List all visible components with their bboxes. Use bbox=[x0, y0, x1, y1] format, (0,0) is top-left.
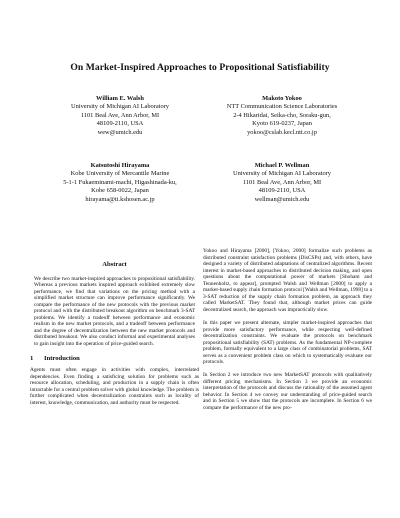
author-block bbox=[30, 162, 210, 204]
author-address: 1101 Beal Ave, Ann Arbor, MI bbox=[242, 178, 322, 186]
section-heading bbox=[30, 356, 199, 363]
author-name: Makoto Yokoo bbox=[262, 95, 302, 102]
abstract-text: We describe two market-inspired approaches to propositional satisfiability. Whereas a previous markets inspired approach exhibited extremely slow performance, we find that variations on the pricing method with a simplified market structure can improve performance significantly. We compare the performance of the new protocols with the previous market protocol and with the distributed breakout algorithm on benchmark 3-SAT problems. We identify a tradeoff between performance and economic realism in the new market protocols, and a tradeoff between performance and the degree of decentralization between the new market protocols and distributed breakout. We also conduct informal and experimental analyses to gain insight into the operation of price-guided search. bbox=[34, 275, 195, 348]
body-paragraph: Yokoo and Hirayama [2000], [Yokoo, 2000] formalize such problems as distributed constraint satisfaction problems (DisCSPs) and, with others, have designed a variety of distributed adaptations of centralized algorithms. Recent interest in market-based approaches to distributed decision making, and open questions about the computational power of markets [Shoham and Tennenholtz, to appear], prompted Walsh and Wellman [2000] to apply a market-based supply chain formation protocol [Walsh and Wellman, 1998] to a 3-SAT reduction of the supply chain formation problem, an approach they called MarketSAT. They found that, although market prices can guide decentralized search, the approach was impractically slow. bbox=[203, 248, 372, 313]
author-postal: 48109-2110, USA bbox=[258, 187, 306, 195]
author-name: Katsutoshi Hirayama bbox=[90, 162, 150, 169]
author-email: yokoo@cslab.kecl.ntt.co.jp bbox=[247, 128, 317, 136]
author-postal: Kobe 658-0022, Japan bbox=[91, 187, 149, 195]
author-affiliation: Kobe University of Mercantile Marine bbox=[70, 170, 170, 178]
intro-paragraph: Agents must often engage in activities with complex, interrelated dependencies. Even finding a satisficing solution for problems such as resource allocation, scheduling, and production in a supply chain is often intractable for a central problem solver with global knowledge. The problem is further complicated when decentralization constraints such as locality of interest, knowledge, communication, and authority must be respected. bbox=[30, 367, 199, 406]
section-number: 1 bbox=[30, 354, 34, 362]
author-postal: Kyoto 619-0237, Japan bbox=[252, 120, 312, 128]
author-block bbox=[30, 95, 210, 137]
right-column bbox=[203, 248, 372, 418]
author-block bbox=[192, 162, 372, 204]
author-email: hirayama@ti.kshosen.ac.jp bbox=[85, 195, 155, 203]
author-address: 5-1-1 Fukaeminami-machi, Higashinada-ku, bbox=[63, 178, 177, 186]
author-affiliation: NTT Communication Science Laboratories bbox=[226, 103, 338, 111]
author-email: wellman@umich.edu bbox=[254, 195, 310, 203]
author-address: 1101 Beal Ave, Ann Arbor, MI bbox=[80, 111, 160, 119]
left-column bbox=[30, 262, 199, 406]
author-email: wew@umich.edu bbox=[97, 128, 143, 136]
author-affiliation: University of Michigan AI Laboratory bbox=[233, 170, 331, 178]
abstract-heading: Abstract bbox=[102, 261, 127, 268]
author-name: William E. Walsh bbox=[96, 95, 144, 102]
author-block bbox=[192, 95, 372, 137]
author-name: Michael P. Wellman bbox=[254, 162, 310, 169]
author-postal: 48109-2110, USA bbox=[96, 120, 144, 128]
section-title: Introduction bbox=[44, 354, 80, 362]
body-paragraph: In Section 2 we introduce two new MarketSAT protocols with qualitatively different pricing mechanisms. In Section 3 we provide an economic interpretation of the protocols and discuss the rationality of the assumed agent behavior. In Section 4 we convey our understanding of price-guided search and in Section 5 we show that the protocols are incomplete. In Section 6 we compare the performance of the new pro- bbox=[203, 372, 372, 412]
author-address: 2-4 Hikaridai, Seika-cho, Soraku-gun, bbox=[233, 111, 331, 119]
body-paragraph: In this paper we present alternate, simpler market-inspired approaches that provide more satisfactory performance, while respecting well-defined decentralization constraints. We evaluate the protocols on benchmark propositional satisfiability (SAT) problems. As the fundamental NP-complete problem, formally equivalent to a large class of combinatorial problems, SAT serves as a convenient problem class on which to systematically evaluate our protocols. bbox=[203, 319, 372, 366]
paper-title: On Market-Inspired Approaches to Propositional Satisfiability bbox=[70, 62, 330, 73]
author-affiliation: University of Michigan AI Laboratory bbox=[71, 103, 169, 111]
